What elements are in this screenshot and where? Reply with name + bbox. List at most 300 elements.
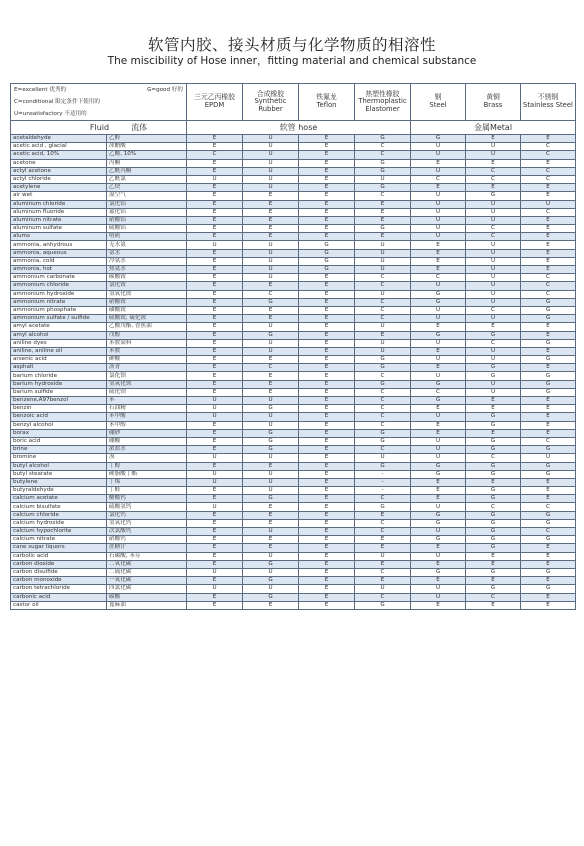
rating-cell: E bbox=[187, 446, 243, 454]
rating-cell: E bbox=[466, 577, 521, 585]
table-row bbox=[11, 446, 576, 454]
rating-cell: G bbox=[521, 380, 576, 388]
rating-cell: G bbox=[243, 446, 299, 454]
rating-cell: C bbox=[466, 593, 521, 601]
rating-cell: G bbox=[243, 405, 299, 413]
rating-cell: G bbox=[466, 372, 521, 380]
rating-cell: E bbox=[187, 429, 243, 437]
fluid-name-en: castor oil bbox=[11, 601, 107, 609]
fluid-name-en: asphalt bbox=[11, 364, 107, 372]
rating-cell: G bbox=[243, 560, 299, 568]
table-row bbox=[11, 347, 576, 355]
rating-cell: E bbox=[466, 601, 521, 609]
rating-cell: E bbox=[521, 364, 576, 372]
rating-cell: E bbox=[187, 421, 243, 429]
rating-cell: E bbox=[411, 249, 466, 257]
rating-cell: C bbox=[355, 446, 411, 454]
rating-cell: E bbox=[187, 331, 243, 339]
rating-cell: E bbox=[299, 167, 355, 175]
rating-cell: E bbox=[243, 601, 299, 609]
rating-cell: E bbox=[299, 274, 355, 282]
rating-cell: G bbox=[466, 446, 521, 454]
rating-cell: U bbox=[411, 593, 466, 601]
legend-conditional: C=conditional 限定条件下使用的 bbox=[14, 99, 100, 105]
table-row bbox=[11, 257, 576, 265]
rating-cell: E bbox=[521, 184, 576, 192]
rating-cell: C bbox=[355, 282, 411, 290]
rating-cell: E bbox=[299, 528, 355, 536]
table-row bbox=[11, 421, 576, 429]
rating-cell: C bbox=[355, 405, 411, 413]
rating-cell: U bbox=[411, 306, 466, 314]
rating-cell: U bbox=[187, 405, 243, 413]
fluid-name-cn: 碳酸铵 bbox=[107, 274, 187, 282]
rating-cell: U bbox=[355, 175, 411, 183]
rating-cell: C bbox=[355, 298, 411, 306]
rating-cell: G bbox=[521, 462, 576, 470]
table-row bbox=[11, 454, 576, 462]
rating-cell: C bbox=[466, 175, 521, 183]
fluid-name-cn: 乙酸戊酯, 香蕉油 bbox=[107, 323, 187, 331]
rating-cell: C bbox=[521, 503, 576, 511]
rating-cell: E bbox=[187, 216, 243, 224]
rating-cell: U bbox=[243, 528, 299, 536]
rating-cell: G bbox=[521, 470, 576, 478]
rating-cell: E bbox=[187, 552, 243, 560]
rating-cell: C bbox=[411, 175, 466, 183]
rating-cell: E bbox=[411, 560, 466, 568]
rating-cell: E bbox=[299, 225, 355, 233]
fluid-name-en: butyraldehyde bbox=[11, 487, 107, 495]
rating-cell: C bbox=[466, 339, 521, 347]
table-row bbox=[11, 528, 576, 536]
rating-cell: U bbox=[411, 454, 466, 462]
rating-cell: E bbox=[466, 397, 521, 405]
rating-cell: G bbox=[521, 298, 576, 306]
fluid-name-cn: 硝酸钙 bbox=[107, 536, 187, 544]
rating-cell: C bbox=[355, 519, 411, 527]
rating-cell: U bbox=[243, 175, 299, 183]
table-row bbox=[11, 397, 576, 405]
rating-cell: E bbox=[521, 233, 576, 241]
rating-cell: G bbox=[466, 462, 521, 470]
rating-cell: E bbox=[187, 462, 243, 470]
rating-cell: G bbox=[466, 528, 521, 536]
fluid-name-cn: 浓盐水 bbox=[107, 446, 187, 454]
fluid-name-cn: 氨水 bbox=[107, 249, 187, 257]
fluid-name-cn: 硫酸铝 bbox=[107, 225, 187, 233]
fluid-name-cn: 乙酸, 10% bbox=[107, 151, 187, 159]
rating-cell: U bbox=[466, 388, 521, 396]
rating-cell: C bbox=[355, 151, 411, 159]
rating-cell: U bbox=[521, 200, 576, 208]
table-row bbox=[11, 487, 576, 495]
fluid-name-cn: 戊醇 bbox=[107, 331, 187, 339]
fluid-name-cn: 丁醛 bbox=[107, 487, 187, 495]
rating-cell: E bbox=[187, 298, 243, 306]
rating-cell: E bbox=[299, 315, 355, 323]
rating-cell: - bbox=[355, 487, 411, 495]
rating-cell: U bbox=[466, 241, 521, 249]
rating-cell: E bbox=[243, 519, 299, 527]
rating-cell: C bbox=[466, 167, 521, 175]
table-row bbox=[11, 560, 576, 568]
rating-cell: G bbox=[355, 184, 411, 192]
table-row bbox=[11, 429, 576, 437]
fluid-name-en: aluminum sulfate bbox=[11, 225, 107, 233]
rating-cell: E bbox=[299, 397, 355, 405]
table-row bbox=[11, 315, 576, 323]
rating-cell: E bbox=[521, 331, 576, 339]
fluid-name-cn: 丁醇 bbox=[107, 462, 187, 470]
rating-cell: E bbox=[521, 192, 576, 200]
fluid-name-cn: 无水氨 bbox=[107, 241, 187, 249]
table-row bbox=[11, 274, 576, 282]
rating-cell: C bbox=[466, 454, 521, 462]
rating-cell: C bbox=[355, 192, 411, 200]
fluid-name-en: actyl acetone bbox=[11, 167, 107, 175]
column-header-stainless-steel: 不锈钢 Stainless Steel bbox=[521, 84, 576, 121]
rating-cell: U bbox=[466, 151, 521, 159]
rating-cell: G bbox=[521, 446, 576, 454]
rating-cell: E bbox=[299, 560, 355, 568]
fluid-name-cn: 丙酮 bbox=[107, 159, 187, 167]
fluid-name-cn: 砷酸 bbox=[107, 356, 187, 364]
rating-cell: U bbox=[355, 339, 411, 347]
fluid-name-cn: 苯胺 bbox=[107, 347, 187, 355]
fluid-name-en: calcium hypochlorite bbox=[11, 528, 107, 536]
rating-cell: G bbox=[521, 306, 576, 314]
rating-cell: E bbox=[187, 192, 243, 200]
rating-cell: E bbox=[299, 552, 355, 560]
rating-cell: U bbox=[243, 552, 299, 560]
rating-cell: E bbox=[187, 167, 243, 175]
rating-cell: E bbox=[299, 601, 355, 609]
rating-cell: G bbox=[521, 511, 576, 519]
rating-cell: C bbox=[521, 208, 576, 216]
rating-cell: E bbox=[299, 511, 355, 519]
fluid-name-en: ammonium phosphate bbox=[11, 306, 107, 314]
rating-cell: U bbox=[187, 470, 243, 478]
rating-cell: U bbox=[243, 151, 299, 159]
rating-cell: E bbox=[411, 601, 466, 609]
table-row bbox=[11, 159, 576, 167]
rating-cell: E bbox=[411, 266, 466, 274]
rating-cell: U bbox=[355, 454, 411, 462]
rating-cell: E bbox=[521, 266, 576, 274]
rating-cell: E bbox=[187, 249, 243, 257]
rating-cell: G bbox=[521, 536, 576, 544]
rating-cell: C bbox=[355, 388, 411, 396]
rating-cell: U bbox=[411, 151, 466, 159]
table-row bbox=[11, 568, 576, 576]
rating-cell: G bbox=[299, 266, 355, 274]
legend-excellent: E=excellent 优秀的 bbox=[14, 87, 67, 93]
rating-cell: E bbox=[411, 347, 466, 355]
rating-cell: E bbox=[187, 208, 243, 216]
fluid-name-en: aniline dyes bbox=[11, 339, 107, 347]
rating-cell: U bbox=[466, 356, 521, 364]
rating-cell: E bbox=[521, 601, 576, 609]
fluid-name-en: carbon monoxide bbox=[11, 577, 107, 585]
rating-cell: G bbox=[355, 380, 411, 388]
rating-cell: E bbox=[521, 216, 576, 224]
rating-cell: U bbox=[355, 257, 411, 265]
table-row bbox=[11, 143, 576, 151]
rating-cell: E bbox=[521, 593, 576, 601]
rating-cell: E bbox=[299, 347, 355, 355]
rating-cell: E bbox=[411, 544, 466, 552]
rating-cell: G bbox=[411, 462, 466, 470]
fluid-name-en: aluminum nitrate bbox=[11, 216, 107, 224]
fluid-name-en: amyl acetate bbox=[11, 323, 107, 331]
rating-cell: G bbox=[466, 331, 521, 339]
rating-cell: E bbox=[411, 405, 466, 413]
rating-cell: G bbox=[299, 257, 355, 265]
table-row bbox=[11, 372, 576, 380]
rating-cell: E bbox=[187, 143, 243, 151]
table-row bbox=[11, 290, 576, 298]
fluid-name-cn: 溴 bbox=[107, 454, 187, 462]
rating-cell: U bbox=[355, 585, 411, 593]
rating-cell: E bbox=[355, 233, 411, 241]
rating-cell: E bbox=[411, 478, 466, 486]
rating-cell: E bbox=[299, 470, 355, 478]
rating-cell: U bbox=[243, 159, 299, 167]
rating-cell: G bbox=[411, 397, 466, 405]
rating-cell: E bbox=[187, 200, 243, 208]
table-row bbox=[11, 470, 576, 478]
rating-cell: U bbox=[466, 315, 521, 323]
rating-cell: E bbox=[187, 364, 243, 372]
rating-cell: E bbox=[299, 478, 355, 486]
column-header-teflon: 铁氟龙 Teflon bbox=[299, 84, 355, 121]
rating-cell: E bbox=[355, 331, 411, 339]
table-row bbox=[11, 192, 576, 200]
rating-cell: U bbox=[355, 347, 411, 355]
rating-cell: E bbox=[355, 577, 411, 585]
rating-cell: E bbox=[521, 577, 576, 585]
rating-cell: C bbox=[355, 593, 411, 601]
rating-cell: E bbox=[299, 413, 355, 421]
rating-cell: C bbox=[243, 290, 299, 298]
rating-cell: C bbox=[355, 413, 411, 421]
fluid-name-en: aluminum fluoride bbox=[11, 208, 107, 216]
rating-cell: C bbox=[355, 372, 411, 380]
rating-cell: G bbox=[299, 249, 355, 257]
rating-cell: U bbox=[187, 568, 243, 576]
table-row bbox=[11, 544, 576, 552]
fluid-name-en: acetic acid, 10% bbox=[11, 151, 107, 159]
fluid-name-cn: 乙酰氯 bbox=[107, 175, 187, 183]
rating-cell: U bbox=[411, 446, 466, 454]
rating-cell: C bbox=[521, 437, 576, 445]
rating-cell: E bbox=[187, 511, 243, 519]
table-row bbox=[11, 184, 576, 192]
rating-cell: G bbox=[466, 437, 521, 445]
fluid-name-en: ammonium hydroxide bbox=[11, 290, 107, 298]
rating-cell: E bbox=[466, 405, 521, 413]
fluid-name-cn: 氯化钙 bbox=[107, 511, 187, 519]
table-row bbox=[11, 200, 576, 208]
rating-cell: U bbox=[411, 192, 466, 200]
rating-cell: C bbox=[411, 388, 466, 396]
rating-cell: G bbox=[243, 437, 299, 445]
rating-cell: G bbox=[355, 437, 411, 445]
rating-cell: E bbox=[411, 241, 466, 249]
rating-cell: U bbox=[411, 528, 466, 536]
rating-cell: C bbox=[521, 282, 576, 290]
rating-cell: U bbox=[243, 421, 299, 429]
rating-cell: G bbox=[466, 519, 521, 527]
rating-cell: E bbox=[187, 372, 243, 380]
rating-cell: E bbox=[243, 282, 299, 290]
rating-cell: G bbox=[355, 364, 411, 372]
fluid-name-cn: 硫酸氢钙 bbox=[107, 503, 187, 511]
rating-cell: E bbox=[187, 577, 243, 585]
rating-cell: G bbox=[521, 315, 576, 323]
rating-cell: G bbox=[411, 470, 466, 478]
rating-cell: G bbox=[466, 536, 521, 544]
rating-cell: E bbox=[521, 552, 576, 560]
table-row bbox=[11, 503, 576, 511]
rating-cell: G bbox=[466, 585, 521, 593]
rating-cell: G bbox=[411, 519, 466, 527]
rating-cell: E bbox=[243, 216, 299, 224]
rating-cell: G bbox=[521, 339, 576, 347]
rating-cell: U bbox=[466, 290, 521, 298]
fluid-name-cn: 明矾 bbox=[107, 233, 187, 241]
rating-cell: E bbox=[187, 290, 243, 298]
rating-cell: E bbox=[411, 364, 466, 372]
rating-cell: E bbox=[299, 388, 355, 396]
rating-cell: E bbox=[521, 241, 576, 249]
rating-cell: U bbox=[355, 249, 411, 257]
rating-cell: C bbox=[355, 397, 411, 405]
rating-cell: U bbox=[411, 282, 466, 290]
rating-cell: E bbox=[521, 347, 576, 355]
fluid-name-cn: 湿空气 bbox=[107, 192, 187, 200]
rating-cell: E bbox=[299, 568, 355, 576]
hose-group-header: 软管 hose bbox=[187, 121, 411, 135]
rating-cell: G bbox=[355, 503, 411, 511]
rating-cell: U bbox=[243, 339, 299, 347]
fluid-name-en: calcium nitrate bbox=[11, 536, 107, 544]
rating-cell: U bbox=[187, 241, 243, 249]
rating-cell: E bbox=[187, 159, 243, 167]
rating-cell: U bbox=[411, 413, 466, 421]
rating-cell: U bbox=[243, 241, 299, 249]
fluid-name-cn: 二硫化碳 bbox=[107, 568, 187, 576]
rating-cell: E bbox=[299, 446, 355, 454]
table-row bbox=[11, 298, 576, 306]
fluid-name-cn: 氯化铝 bbox=[107, 200, 187, 208]
table-row bbox=[11, 495, 576, 503]
table-row bbox=[11, 306, 576, 314]
fluid-name-cn: 磷酸铵 bbox=[107, 306, 187, 314]
fluid-name-en: benzyl alcohol bbox=[11, 421, 107, 429]
column-header-brass: 黄铜 Brass bbox=[466, 84, 521, 121]
rating-cell: E bbox=[411, 421, 466, 429]
rating-cell: G bbox=[411, 298, 466, 306]
rating-cell: - bbox=[355, 478, 411, 486]
fluid-name-en: acetic acid , glacial bbox=[11, 143, 107, 151]
rating-cell: U bbox=[411, 143, 466, 151]
rating-cell: E bbox=[411, 487, 466, 495]
rating-cell: C bbox=[466, 225, 521, 233]
fluid-name-cn: 乙炔 bbox=[107, 184, 187, 192]
rating-cell: U bbox=[243, 143, 299, 151]
rating-cell: U bbox=[243, 470, 299, 478]
rating-cell: U bbox=[355, 266, 411, 274]
rating-cell: E bbox=[299, 364, 355, 372]
rating-cell: U bbox=[466, 200, 521, 208]
rating-cell: G bbox=[411, 380, 466, 388]
rating-cell: E bbox=[299, 143, 355, 151]
rating-cell: G bbox=[243, 577, 299, 585]
rating-cell: E bbox=[243, 315, 299, 323]
rating-cell: C bbox=[187, 151, 243, 159]
rating-cell: G bbox=[243, 593, 299, 601]
compatibility-table bbox=[10, 83, 576, 610]
column-header-row bbox=[11, 84, 576, 121]
rating-cell: G bbox=[355, 462, 411, 470]
fluid-name-en: calcium bisulfate bbox=[11, 503, 107, 511]
table-row bbox=[11, 233, 576, 241]
fluid-name-en: aniline, aniline oil bbox=[11, 347, 107, 355]
fluid-name-cn: 乙酰丙酮 bbox=[107, 167, 187, 175]
fluid-name-cn: 氢氧化钡 bbox=[107, 380, 187, 388]
rating-cell: G bbox=[355, 356, 411, 364]
rating-cell: E bbox=[243, 536, 299, 544]
rating-cell: E bbox=[299, 159, 355, 167]
rating-cell: E bbox=[187, 266, 243, 274]
rating-cell: E bbox=[243, 356, 299, 364]
rating-cell: U bbox=[243, 249, 299, 257]
rating-cell: E bbox=[355, 544, 411, 552]
rating-cell: C bbox=[466, 233, 521, 241]
rating-cell: U bbox=[466, 380, 521, 388]
rating-cell: E bbox=[299, 593, 355, 601]
rating-cell: U bbox=[243, 413, 299, 421]
rating-cell: E bbox=[411, 429, 466, 437]
rating-cell: E bbox=[411, 495, 466, 503]
rating-cell: E bbox=[299, 421, 355, 429]
rating-cell: E bbox=[299, 372, 355, 380]
rating-cell: U bbox=[411, 200, 466, 208]
rating-cell: E bbox=[299, 175, 355, 183]
rating-cell: U bbox=[466, 257, 521, 265]
table-row bbox=[11, 356, 576, 364]
page-title-en: The miscibility of Hose inner，fitting material and chemical substance bbox=[107, 55, 477, 67]
rating-cell: E bbox=[299, 429, 355, 437]
rating-cell: E bbox=[187, 257, 243, 265]
rating-cell: C bbox=[355, 315, 411, 323]
fluid-name-cn: 硫酸铵, 硫化铵 bbox=[107, 315, 187, 323]
rating-cell: U bbox=[187, 503, 243, 511]
rating-cell: U bbox=[411, 167, 466, 175]
rating-cell: G bbox=[466, 487, 521, 495]
rating-cell: U bbox=[243, 257, 299, 265]
table-row bbox=[11, 364, 576, 372]
rating-cell: E bbox=[521, 225, 576, 233]
rating-cell: G bbox=[243, 331, 299, 339]
rating-cell: E bbox=[187, 544, 243, 552]
rating-cell: E bbox=[187, 593, 243, 601]
rating-cell: E bbox=[299, 331, 355, 339]
fluid-name-en: benzoic acid bbox=[11, 413, 107, 421]
rating-cell: U bbox=[466, 266, 521, 274]
